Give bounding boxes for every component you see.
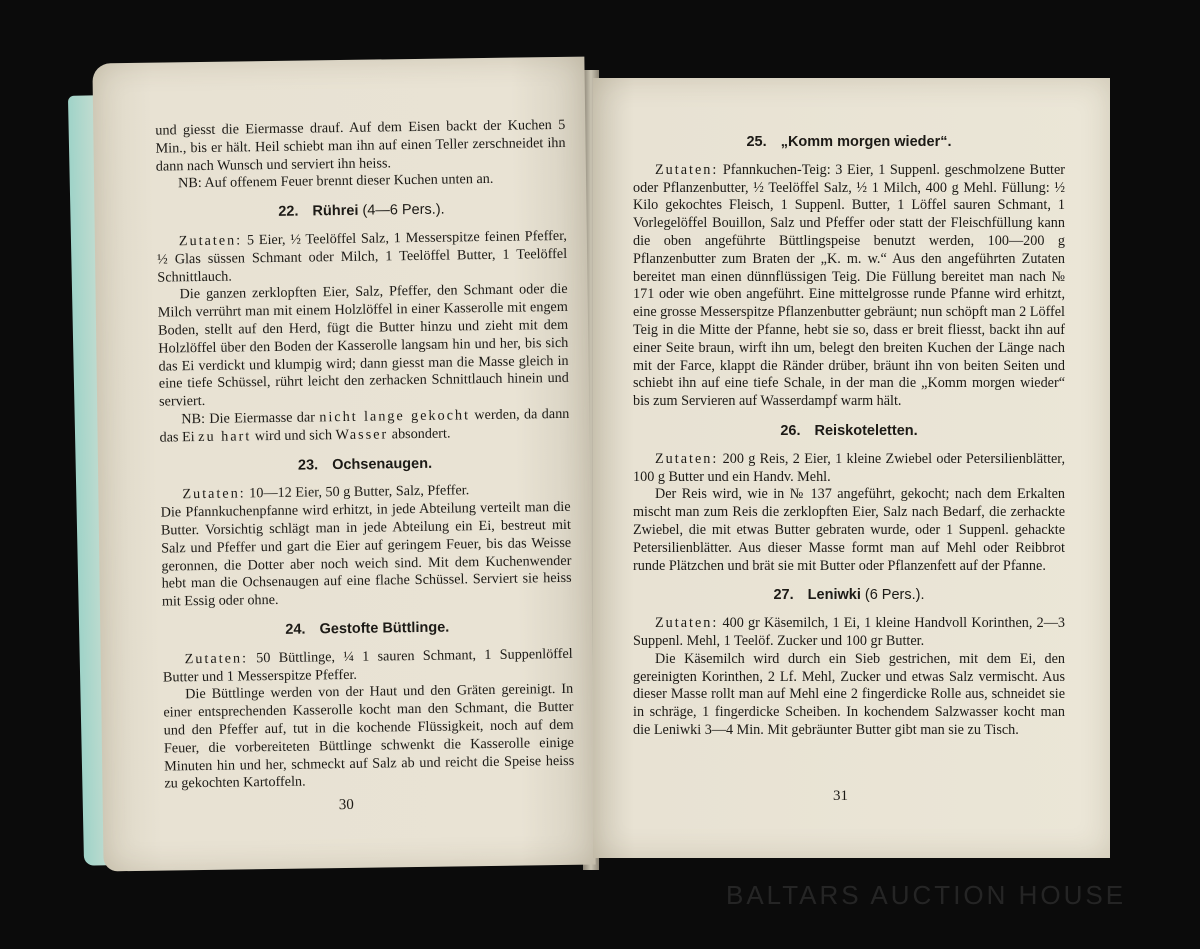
left-page: [92, 57, 595, 872]
recipe-title: Reiskoteletten.: [814, 422, 918, 439]
recipe-body: Der Reis wird, wie in № 137 angeführt, gekocht; nach dem Erkalten mischt man zum Reis die zerklopften Eier, Salz nach Bedarf, die zerhackte Zwiebel, die mit etwas Butter gebraten wurde, oder 1 Suppenl. gehackte Petersilienblätter. Aus dieser Masse formt man auf Mehl oder Reibbrot runde Plätzchen und brät sie mit Butter oder Pflanzenfett auf der Pfanne.: [633, 486, 1065, 574]
recipe-ingredients: [633, 615, 1065, 651]
note-part: wird und sich: [254, 426, 333, 444]
recipe-ingredients: [163, 646, 573, 687]
recipe-number: 25.: [746, 134, 767, 150]
recipe-heading-27: [633, 587, 1065, 605]
page-number: 30: [338, 796, 354, 814]
recipe-title: Ochsenaugen.: [332, 455, 433, 473]
recipe-number: 26.: [780, 422, 801, 439]
recipe-title: „Komm morgen wieder“.: [780, 134, 952, 150]
recipe-body: Die Büttlinge werden von der Haut und den Gräten gereinigt. In einer entsprechenden Kasserolle kocht man den Schmant, die Butter und den Pfeffer auf, tut in die kochende Flüssigkeit, noch auf dem Feuer, die vorbereiteten Büttlinge schwenkt die Kasserolle einige Minuten hin und her, schmeckt auf Salz ab und reicht die Speise heiss zu gekochten Kartoffeln.: [163, 681, 575, 792]
recipe-body: Die ganzen zerklopften Eier, Salz, Pfeffer, den Schmant oder die Milch verrührt man mit einem Holzlöffel in einer Kasserolle mit engem Boden, stellt auf den Herd, fügt die Butter hinzu und zieht mit dem Holzlöffel über den Boden der Kasserolle langsam hin und her, bis sich das Ei verdickt und klumpig wird; dann giesst man die Masse gleich in eine tiefe Schüssel, rührt leicht den zerhacken Schnittlauch hinein und serviert.: [157, 281, 569, 410]
recipe-number: 24.: [285, 621, 306, 638]
recipe-body: Die Pfannkuchenpfanne wird erhitzt, in jede Abteilung verteilt man die Butter. Vorsichtig schlägt man in jede Abteilung ein Ei, bestreut mit Salz und Pfeffer und gart die Eier auf geringem Feuer, bis das Weisse geronnen, die Dotter aber noch weich sind. Mit dem Kuchenwender hebt man die Ochsenaugen auf eine flache Schüssel. Serviert sie heiss mit Essig oder ohne.: [160, 498, 572, 610]
recipe-title: Gestofte Büttlinge.: [319, 619, 450, 638]
ingredients-label: Zutaten:: [655, 615, 719, 632]
ingredients-text: Pfannkuchen-Teig: 3 Eier, 1 Suppenl. geschmolzene Butter oder Pflanzenbutter, ½ Teelöffel Salz, ½ 1 Milch, 400 g Mehl. Füllung: ½ Kilo gekochtes Fleisch, 1 Suppenl. Butter, 1 Löffel sauren Schmant, 1 Vorlegelöffel Bouillon, Salz und Pfeffer oder statt der Fleischfüllung kann die oben angeführte Büttlingspeise benutzt werden, 100—200 g Pflanzenbutter zum Braten der „K. m. w.“: [633, 161, 1065, 267]
ingredients-label: Zutaten:: [655, 161, 719, 178]
ingredients-label: Zutaten:: [184, 650, 249, 667]
continued-paragraph: und giesst die Eiermasse drauf. Auf dem Eisen backt der Kuchen 5 Min., bis er hält. Heil schiebt man ihn auf einen Teller zerschneidet ihn dann nach Wunsch und serviert ihn heiss.: [155, 116, 566, 175]
left-page-text: [155, 117, 574, 794]
recipe-servings: (4—6 Pers.).: [362, 201, 445, 219]
recipe-ingredients: [633, 162, 1065, 411]
note-spaced: zu hart: [198, 428, 252, 445]
note-spaced: nicht lange gekocht: [319, 407, 471, 426]
recipe-title: Leniwki: [807, 587, 861, 604]
recipe-ingredients: [633, 451, 1065, 487]
ingredients-label: Zutaten:: [655, 450, 719, 467]
note-part: NB: Die Eiermasse dar: [181, 409, 316, 428]
recipe-heading-24: [162, 618, 572, 642]
page-number: 31: [833, 788, 848, 804]
ingredients-text: 5 Eier, ½ Teelöffel Salz, 1 Messerspitze feinen Pfeffer, ½ Glas süssen Schmant oder Milch, 1 Teelöffel Butter, 1 Teelöffel Schnittlauch.: [157, 227, 568, 286]
note: NB: Auf offenem Feuer brennt dieser Kuchen unten an.: [177, 171, 494, 192]
recipe-title: Rührei: [312, 202, 359, 220]
recipe-number: 23.: [297, 456, 319, 474]
recipe-servings: (6 Pers.).: [864, 587, 925, 604]
recipe-number: 22.: [278, 203, 299, 221]
note-spaced: Wasser: [335, 426, 389, 443]
recipe-heading-26: [633, 423, 1065, 441]
note-part: werden, da dann das Ei: [159, 405, 570, 446]
ingredients-text: 200 g Reis, 2 Eier, 1 kleine Zwiebel oder Petersilienblätter, 100 g Butter und ein Handv. Mehl.: [633, 450, 1066, 485]
recipe-note: [159, 406, 569, 447]
recipe-body: Die Käsemilch wird durch ein Sieb gestrichen, mit dem Ei, den gereinigten Korinthen, 2 Lf. Mehl, Zucker und etwas Salz vermischt. Aus dieser Masse rollt man auf Mehl eine 2 fingerdicke Rolle aus, schneidet sie in schräge, 1 fingerdicke Scheiben. In kochendem Salzwasser kocht man die Leniwki 3—4 Min. Mit gebräunter Butter gibt man sie zu Tisch.: [633, 650, 1065, 738]
recipe-number: 27.: [773, 587, 794, 604]
ingredients-text: 400 gr Käsemilch, 1 Ei, 1 kleine Handvoll Korinthen, 2—3 Suppenl. Mehl, 1 Teelöf. Zucker und 100 gr Butter.: [633, 615, 1066, 649]
ingredients-text: 10—12 Eier, 50 g Butter, Salz, Pfeffer.: [249, 482, 470, 502]
recipe-heading-22: [156, 200, 566, 224]
ingredients-label: Zutaten:: [182, 485, 246, 503]
ingredients-text: 50 Büttlinge, ¼ 1 sauren Schmant, 1 Suppenlöffel Butter und 1 Messerspitze Pfeffer.: [162, 645, 573, 686]
note-part: absondert.: [391, 425, 451, 443]
watermark-text: BALTARS AUCTION HOUSE: [726, 880, 1127, 910]
right-page: [593, 78, 1110, 858]
recipe-heading-23: [160, 453, 570, 477]
recipe-ingredients: [157, 228, 568, 287]
recipe-heading-25: [633, 134, 1065, 152]
recipe-body: Aus den angeführten Zutaten bereitet man einen dünnflüssigen Teig. Die Füllung bereitet man nach № 171 oder wie oben angeführt. Eine mittelgrosse runde Pfanne wird erhitzt, eine grosse Messerspitze Pflanzenbutter gebräunt; nun schöpft man 2 Löffel Teig in die Mitte der Pfanne, hebt sie so, dass er breit fliesst, backt ihn auf einer Seite braun, wirft ihn um, belegt den breiten Kuchen der Länge nach mit der Farce, klappt die Ränder drüber, bräunt ihn von beiten Seiten und schiebt ihn auf eine tiefe Schale, in der man die „Komm morgen wieder“ bis zum Servieren auf Wasserdampf warm hält.: [633, 250, 1065, 410]
right-page-text: [633, 134, 1065, 740]
ingredients-label: Zutaten:: [178, 232, 243, 250]
